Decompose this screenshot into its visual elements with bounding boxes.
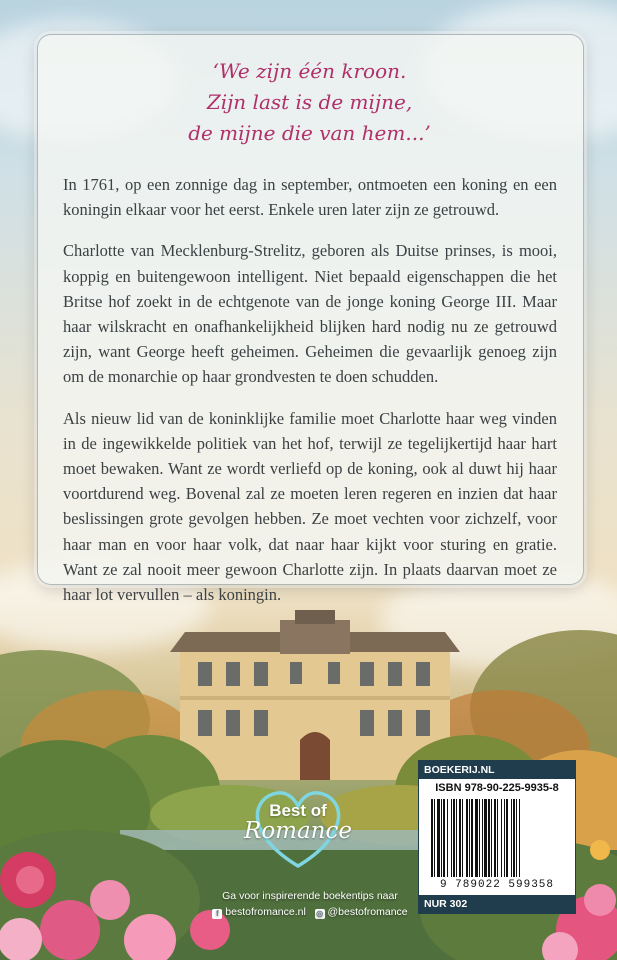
nur-label: NUR 302 [419,895,575,913]
barcode-bar [447,799,448,877]
barcode-bar [441,799,442,877]
barcode-bar [501,799,502,877]
barcode-bar [466,799,468,877]
barcode-bar [443,799,445,877]
quote-line: de mijne die van hem...’ [188,121,431,145]
barcode [429,799,565,879]
brand-title: Best of [269,801,327,820]
brand-tagline: Ga voor inspirerende boekentips naar [222,890,398,902]
blurb-paragraph: In 1761, op een zonnige dag in september, ontmoeten een koning en een koningin elkaar voor het eerst. Enkele uren later zijn ze getrouwd. [63,175,557,220]
pull-quote [37,56,582,149]
barcode-bar [456,799,457,877]
barcode-bar [482,799,483,877]
barcode-bar [506,799,508,877]
barcode-bar [516,799,517,877]
brand-script: Romance [244,818,352,844]
quote-line: Zijn last is de mijne, [206,90,413,114]
barcode-bar [475,799,478,877]
barcode-bar [469,799,470,877]
instagram-icon: ◎ [316,909,324,918]
barcode-bar [453,799,455,877]
barcode-bar [451,799,452,877]
blurb [63,172,557,623]
social-links [190,906,430,919]
instagram-handle[interactable]: @bestofromance [327,906,408,918]
barcode-bar [504,799,505,877]
barcode-bar [462,799,463,877]
barcode-bar [488,799,490,877]
quote-line: ‘We zijn één kroon. [212,59,407,83]
barcode-digits: 9 789022 599358 [439,879,555,891]
blurb-paragraph: Als nieuw lid van de koninklijke familie moet Charlotte haar weg vinden in de ingewikkelde politiek van het hof, terwijl ze tegelijkertijd haar hart moet bewaken. Want ze wordt verliefd op de koning, ook al duwt hij haar voortdurend weg. Bovenal zal ze moeten leren regeren en inzien dat haar beslissingen grote gevolgen hebben. Ze moet vechten voor zichzelf, voor haar man en voor haar volk, dat naar haar kijkt voor sturing en gratie. Want ze zal nooit meer gewoon Charlotte zijn. In plaats daarvan moet ze haar lot vervullen – als koningin. [63,408,557,605]
barcode-bar [459,799,461,877]
barcode-bar [437,799,440,877]
barcode-bar [471,799,473,877]
facebook-icon: f [212,909,222,919]
barcode-bar [431,799,433,877]
barcode-bar [491,799,492,877]
publisher-label: BOEKERIJ.NL [419,761,575,779]
barcode-bar [511,799,512,877]
barcode-bar [434,799,435,877]
facebook-handle[interactable]: bestofromance.nl [225,906,306,918]
barcode-bar [497,799,498,877]
barcode-bar [479,799,480,877]
barcode-bar [519,799,520,877]
barcode-bar [484,799,487,877]
barcode-bar [494,799,496,877]
blurb-paragraph: Charlotte van Mecklenburg-Strelitz, geboren als Duitse prinses, is mooi, koppig en buitengewoon intelligent. Niet bepaald eigenschappen die het Britse hof zoekt in de echtgenote van de jonge koning George III. Maar haar wilskracht en onafhankelijkheid blijken hard nodig nu ze getrouwd zijn, want George heeft geheimen. Geheimen die gevaarlijk genoeg zijn om de monarchie op haar grondvesten te doen schudden. [63,241,557,387]
barcode-bar [513,799,515,877]
barcode-box [418,760,576,914]
isbn-label: ISBN 978-90-225-9935-8 [435,782,559,794]
